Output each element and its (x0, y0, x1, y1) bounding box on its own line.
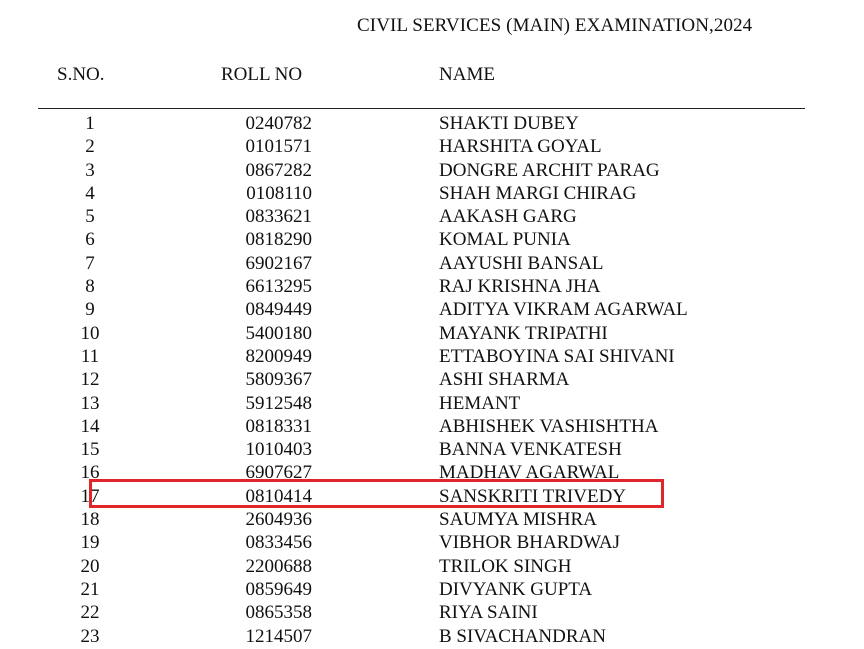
cell-roll-no: 5400180 (245, 322, 312, 344)
cell-roll-no: 2200688 (245, 555, 312, 577)
cell-sno: 18 (80, 509, 100, 531)
cell-roll-no: 6907627 (245, 462, 312, 484)
cell-name: RAJ KRISHNA JHA (439, 276, 601, 298)
cell-name: SHAKTI DUBEY (439, 113, 579, 134)
cell-sno: 14 (80, 415, 100, 437)
cell-sno: 17 (80, 485, 100, 507)
cell-name: SANSKRITI TRIVEDY (439, 485, 627, 507)
cell-name: AAKASH GARG (439, 206, 577, 228)
cell-name: HARSHITA GOYAL (439, 136, 602, 158)
cell-roll-no: 0867282 (245, 159, 312, 181)
cell-roll-no: 8200949 (245, 345, 312, 367)
table-header (0, 64, 864, 88)
cell-name: MADHAV AGARWAL (439, 462, 620, 484)
cell-roll-no: 6902167 (245, 252, 312, 274)
cell-sno: 9 (85, 299, 95, 321)
cell-roll-no: 0833456 (245, 532, 312, 554)
cell-roll-no: 0818290 (245, 229, 312, 251)
cell-sno: 23 (80, 625, 100, 647)
table-row (0, 392, 864, 415)
table-row (0, 228, 864, 251)
column-header-name: NAME (439, 64, 495, 85)
cell-sno: 1 (85, 113, 95, 134)
cell-name: DIVYANK GUPTA (439, 578, 593, 600)
cell-sno: 15 (80, 439, 100, 461)
table-row (0, 298, 864, 321)
table-row (0, 508, 864, 531)
cell-sno: 21 (80, 578, 100, 600)
table-row (0, 531, 864, 554)
cell-sno: 11 (80, 345, 100, 367)
cell-name: ABHISHEK VASHISHTHA (439, 415, 659, 437)
cell-roll-no: 1010403 (245, 439, 312, 461)
table-row (0, 322, 864, 345)
cell-name: SHAH MARGI CHIRAG (439, 182, 637, 204)
cell-name: DONGRE ARCHIT PARAG (439, 159, 660, 181)
cell-sno: 6 (85, 229, 95, 251)
table-row (0, 625, 864, 648)
cell-name: KOMAL PUNIA (439, 229, 571, 251)
cell-sno: 20 (80, 555, 100, 577)
cell-name: MAYANK TRIPATHI (439, 322, 608, 344)
cell-sno: 19 (80, 532, 100, 554)
table-row (0, 578, 864, 601)
cell-name: SAUMYA MISHRA (439, 509, 597, 531)
cell-roll-no: 0865358 (245, 602, 312, 624)
table-row (0, 182, 864, 205)
cell-roll-no: 0101571 (245, 136, 312, 158)
cell-name: B SIVACHANDRAN (439, 625, 606, 647)
table-row (0, 601, 864, 624)
cell-name: VIBHOR BHARDWAJ (439, 532, 621, 554)
table-row (0, 112, 864, 135)
table-row-highlighted (0, 485, 864, 508)
cell-name: AAYUSHI BANSAL (439, 252, 604, 274)
cell-name: BANNA VENKATESH (439, 439, 622, 461)
cell-sno: 13 (80, 392, 100, 414)
cell-roll-no: 0849449 (245, 299, 312, 321)
cell-name: ASHI SHARMA (439, 369, 570, 391)
table-row (0, 438, 864, 461)
cell-roll-no: 0108110 (246, 182, 312, 204)
cell-sno: 4 (85, 182, 95, 204)
cell-sno: 3 (85, 159, 95, 181)
cell-roll-no: 5912548 (245, 392, 312, 414)
cell-roll-no: 0833621 (245, 206, 312, 228)
table-row (0, 555, 864, 578)
cell-sno: 8 (85, 276, 95, 298)
cell-roll-no: 1214507 (245, 625, 312, 647)
cell-name: ETTABOYINA SAI SHIVANI (439, 345, 675, 367)
cell-roll-no: 2604936 (245, 509, 312, 531)
column-header-roll-no: ROLL NO (221, 64, 303, 85)
cell-roll-no: 0818331 (245, 415, 312, 437)
cell-name: RIYA SAINI (439, 602, 538, 624)
table-row (0, 252, 864, 275)
cell-sno: 2 (85, 136, 95, 158)
table-row (0, 205, 864, 228)
results-table-body (0, 112, 864, 648)
cell-name: ADITYA VIKRAM AGARWAL (439, 299, 688, 321)
cell-sno: 12 (80, 369, 100, 391)
table-row (0, 275, 864, 298)
cell-roll-no: 5809367 (245, 369, 312, 391)
column-header-sno: S.NO. (57, 64, 105, 85)
table-row (0, 415, 864, 438)
table-row (0, 159, 864, 182)
cell-roll-no: 6613295 (245, 276, 312, 298)
cell-name: HEMANT (439, 392, 521, 414)
table-row (0, 345, 864, 368)
table-row (0, 368, 864, 391)
cell-sno: 7 (85, 252, 95, 274)
cell-sno: 10 (80, 322, 100, 344)
cell-roll-no: 0810414 (245, 485, 312, 507)
table-row (0, 135, 864, 158)
cell-roll-no: 0240782 (245, 113, 312, 134)
table-row (0, 461, 864, 484)
cell-sno: 22 (80, 602, 100, 624)
cell-roll-no: 0859649 (245, 578, 312, 600)
cell-sno: 16 (80, 462, 100, 484)
cell-name: TRILOK SINGH (439, 555, 572, 577)
header-divider (38, 108, 805, 109)
page-title: CIVIL SERVICES (MAIN) EXAMINATION,2024 (357, 15, 753, 36)
cell-sno: 5 (85, 206, 95, 228)
